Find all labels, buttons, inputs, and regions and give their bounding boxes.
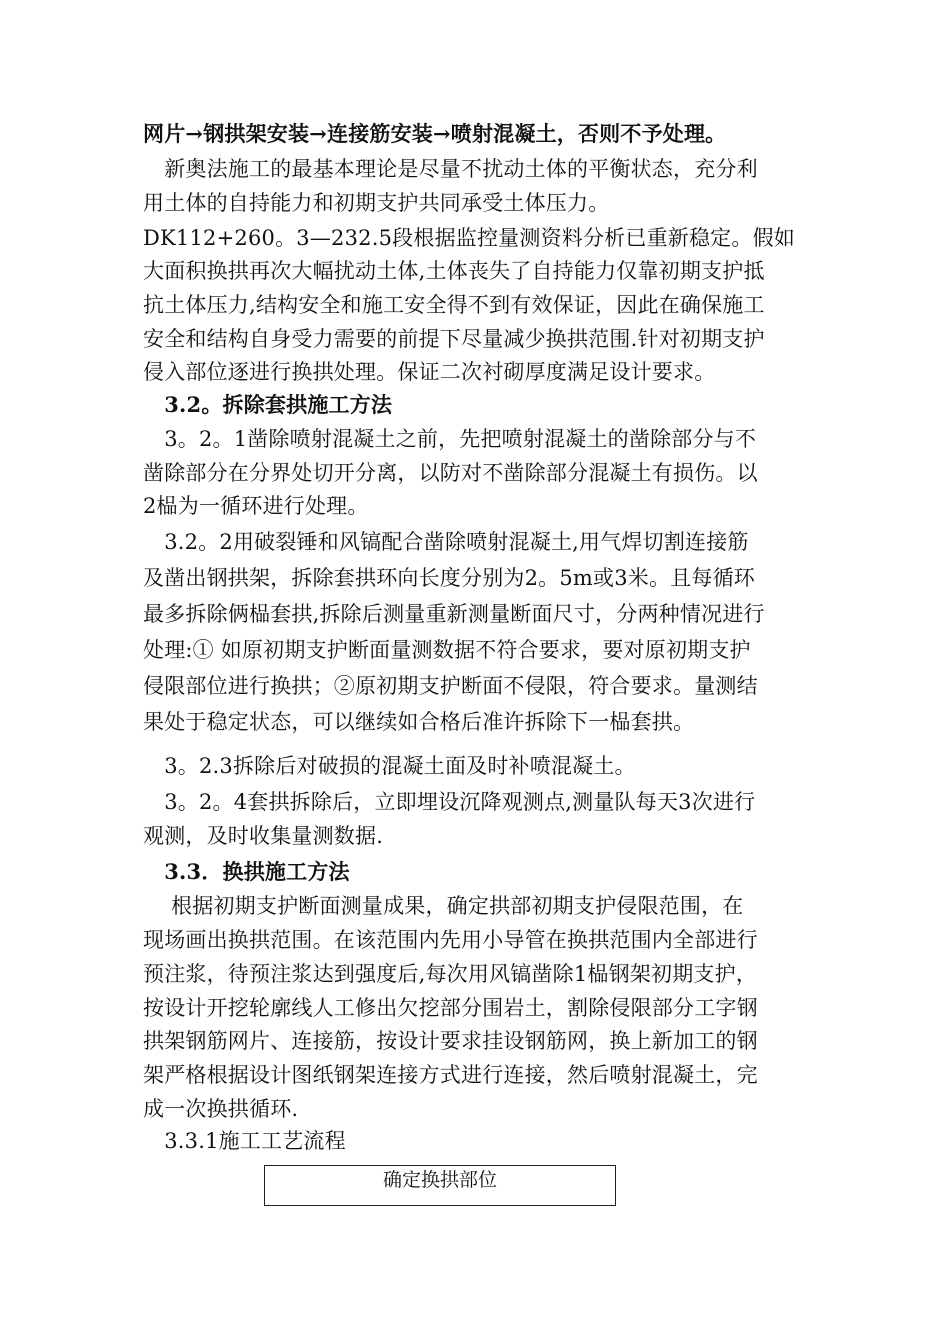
- text-line: 2榀为一循环进行处理。: [143, 494, 369, 518]
- text-line: 果处于稳定状态，可以继续如合格后准许拆除下一榀套拱。: [143, 710, 695, 734]
- text-line: 观测，及时收集量测数据.: [143, 824, 384, 848]
- text-line: 凿除部分在分界处切开分离，以防对不凿除部分混凝土有损伤。以: [143, 461, 758, 485]
- text-line: 预注浆，待预注浆达到强度后,每次用风镐凿除1榀钢架初期支护，: [143, 962, 758, 986]
- text-line: 成一次换拱循环.: [143, 1097, 299, 1121]
- text-line: 根据初期支护断面测量成果，确定拱部初期支护侵限范围，在: [143, 894, 744, 918]
- flow-step-box: 确定换拱部位: [264, 1165, 616, 1206]
- text-line: 抗土体压力,结构安全和施工安全得不到有效保证，因此在确保施工: [143, 293, 765, 317]
- text-line: 侵限部位进行换拱；②原初期支护断面不侵限，符合要求。量测结: [143, 674, 758, 698]
- text-line: 用土体的自持能力和初期支护共同承受土体压力。: [143, 191, 610, 215]
- text-line: 按设计开挖轮廓线人工修出欠挖部分围岩土，割除侵限部分工字钢: [143, 996, 758, 1020]
- text-line: 最多拆除俩榀套拱,拆除后测量重新测量断面尺寸，分两种情况进行: [143, 602, 765, 626]
- text-line: 网片→钢拱架安装→连接筋安装→喷射混凝土，否则不予处理。: [143, 121, 727, 146]
- text-line: 安全和结构自身受力需要的前提下尽量减少换拱范围.针对初期支护: [143, 327, 765, 351]
- section-heading: 3.2。拆除套拱施工方法: [143, 392, 393, 417]
- subsection-heading: 3.3.1施工工艺流程: [143, 1129, 346, 1153]
- text-line: 及凿出钢拱架，拆除套拱环向长度分别为2。5m或3米。且每循环: [143, 566, 755, 590]
- text-line: 架严格根据设计图纸钢架连接方式进行连接，然后喷射混凝土，完: [143, 1063, 758, 1087]
- text-line: 3。2。1凿除喷射混凝土之前，先把喷射混凝土的凿除部分与不: [143, 427, 757, 451]
- text-line: 3。2。4套拱拆除后，立即埋设沉降观测点,测量队每天3次进行: [143, 790, 756, 814]
- text-line: 3.2。2用破裂锤和风镐配合凿除喷射混凝土,用气焊切割连接筋: [143, 530, 749, 554]
- text-line: 3。2.3拆除后对破损的混凝土面及时补喷混凝土。: [143, 754, 636, 778]
- text-line: 拱架钢筋网片、连接筋，按设计要求挂设钢筋网，换上新加工的钢: [143, 1029, 758, 1053]
- text-line: 侵入部位逐进行换拱处理。保证二次衬砌厚度满足设计要求。: [143, 360, 716, 384]
- text-line: 新奥法施工的最基本理论是尽量不扰动土体的平衡状态，充分利: [143, 157, 758, 181]
- text-line: 大面积换拱再次大幅扰动土体,土体丧失了自持能力仅靠初期支护抵: [143, 259, 765, 283]
- text-line: 现场画出换拱范围。在该范围内先用小导管在换拱范围内全部进行: [143, 928, 758, 952]
- text-line: 处理:① 如原初期支护断面量测数据不符合要求，要对原初期支护: [143, 638, 751, 662]
- text-line: DK112+260。3—232.5段根据监控量测资料分析已重新稳定。假如: [143, 226, 795, 250]
- section-heading: 3.3．换拱施工方法: [143, 859, 350, 884]
